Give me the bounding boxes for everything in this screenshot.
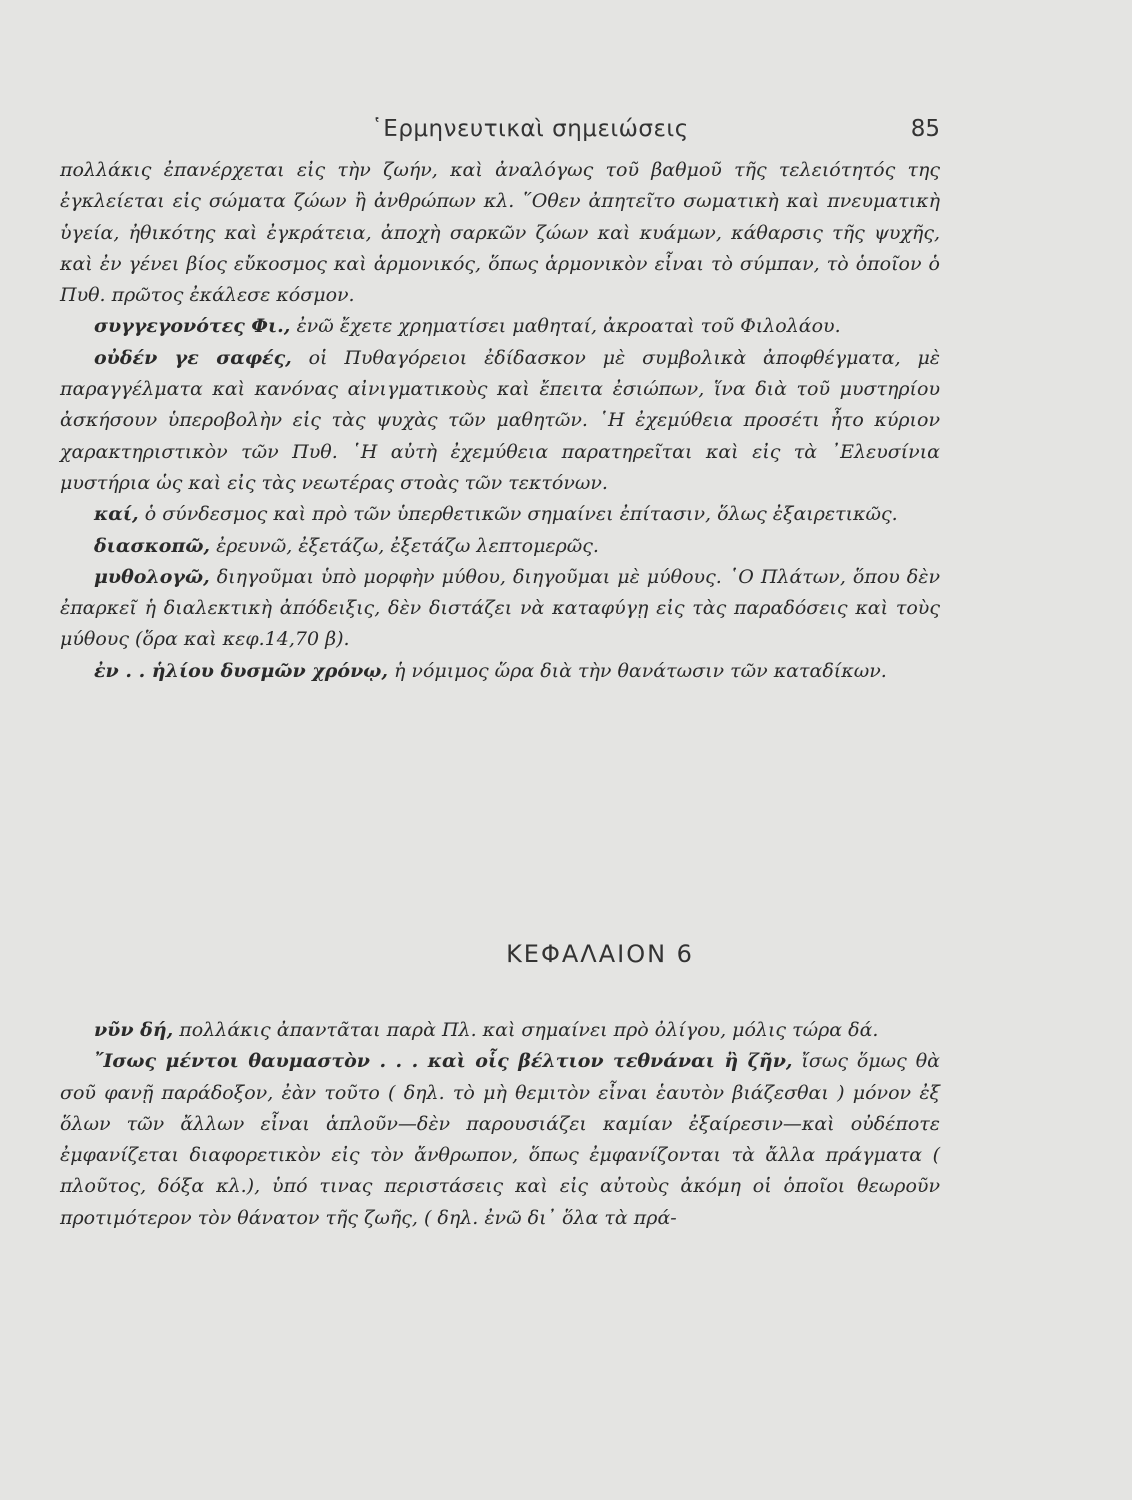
- note-paragraph: [60, 343, 940, 499]
- note-text: ἴσως ὅμως θὰ σοῦ φανῇ παράδοξον, ἐὰν τοῦτο ( δηλ. τὸ μὴ θεμιτὸν εἶναι ἑαυτὸν βιάζεσθαι ) μόνον ἐξ ὅλων τῶν ἄλλων εἶναι ἁπλοῦν—δὲν παρουσιάζει καμίαν ἐξαίρεσιν—καὶ οὐδέποτε ἐμφανίζεται διαφορετικὸν εἰς τὸν ἄνθρωπον, ὅπως ἐμφανίζονται τὰ ἄλλα πράγματα ( πλοῦτος, δόξα κλ.), ὑπό τινας περιστάσεις καὶ εἰς αὐτοὺς ἀκόμη οἱ ὁποῖοι θεωροῦν προτιμότερον τὸν θάνατον τῆς ζωῆς, ( δηλ. ἐνῶ δι᾿ ὅλα τὰ πρά-: [60, 1050, 940, 1229]
- note-paragraph: [60, 531, 940, 562]
- running-header-title: ῾Ερμηνευτικαὶ σημειώσεις: [371, 116, 689, 142]
- note-term: ῎Ισως μέντοι θαυμαστὸν . . . καὶ οἷς βέλτιον τεθνάναι ἢ ζῆν,: [94, 1050, 793, 1073]
- note-term: οὐδέν γε σαφές,: [94, 346, 292, 369]
- note-paragraph: [60, 562, 940, 656]
- notes-section-top: [60, 155, 940, 687]
- note-term: καί,: [94, 503, 139, 526]
- note-text: ἐρευνῶ, ἐξετάζω, ἐξετάζω λεπτομερῶς.: [210, 534, 599, 557]
- note-paragraph: [60, 1046, 940, 1234]
- note-paragraph: [60, 656, 940, 687]
- note-term: διασκοπῶ,: [94, 534, 211, 557]
- note-term: συγγεγονότες Φι.,: [94, 315, 291, 338]
- notes-section-bottom: [60, 1015, 940, 1234]
- note-paragraph: [60, 155, 940, 311]
- note-paragraph: [60, 1015, 940, 1046]
- note-text: ἐνῶ ἔχετε χρηματίσει μαθηταί, ἀκροαταὶ τοῦ Φιλολάου.: [290, 315, 841, 338]
- note-text: πολλάκις ἀπαντᾶται παρὰ Πλ. καὶ σημαίνει πρὸ ὀλίγου, μόλις τώρα δά.: [173, 1019, 879, 1041]
- page-number: 85: [910, 116, 940, 142]
- note-text: διηγοῦμαι ὑπὸ μορφὴν μύθου, διηγοῦμαι μὲ μύθους. ῾Ο Πλάτων, ὅπου δὲν ἐπαρκεῖ ἡ διαλεκτικὴ ἀπόδειξις, δὲν διστάζει νὰ καταφύγῃ εἰς τὰς παραδόσεις καὶ τοὺς μύθους (ὅρα καὶ κεφ.14,70 β).: [60, 565, 940, 651]
- note-term: μυθολογῶ,: [94, 565, 210, 588]
- note-text: ὁ σύνδεσμος καὶ πρὸ τῶν ὑπερθετικῶν σημαίνει ἐπίτασιν, ὅλως ἐξαιρετικῶς.: [138, 503, 898, 526]
- note-text: πολλάκις ἐπανέρχεται εἰς τὴν ζωήν, καὶ ἀναλόγως τοῦ βαθμοῦ τῆς τελειότητός της ἐγκλείεται εἰς σώματα ζώων ἢ ἀνθρώπων κλ. ῞Οθεν ἀπητεῖτο σωματικὴ καὶ πνευματικὴ ὑγεία, ἠθικότης καὶ ἐγκράτεια, ἀποχὴ σαρκῶν ζώων καὶ κυάμων, κάθαρσις τῆς ψυχῆς, καὶ ἐν γένει βίος εὔκοσμος καὶ ἁρμονικός, ὅπως ἁρμονικὸν εἶναι τὸ σύμπαν, τὸ ὁποῖον ὁ Πυθ. πρῶτος ἐκάλεσε κόσμον.: [60, 159, 940, 307]
- note-text: οἱ Πυθαγόρειοι ἐδίδασκον μὲ συμβολικὰ ἀποφθέγματα, μὲ παραγγέλματα καὶ κανόνας αἰνιγματικοὺς καὶ ἔπειτα ἐσιώπων, ἵνα διὰ τοῦ μυστηρίου ἀσκήσουν ὑπεροβολὴν εἰς τὰς ψυχὰς τῶν μαθητῶν. ῾Η ἐχεμύθεια προσέτι ἦτο κύριον χαρακτηριστικὸν τῶν Πυθ. ῾Η αὐτὴ ἐχεμύθεια παρατηρεῖται καὶ εἰς τὰ ᾿Ελευσίνια μυστήρια ὡς καὶ εἰς τὰς νεωτέρας στοὰς τῶν τεκτόνων.: [60, 346, 941, 494]
- chapter-heading: ΚΕΦΑΛΑΙΟΝ 6: [506, 940, 694, 968]
- note-paragraph: [60, 499, 940, 530]
- note-paragraph: [60, 311, 940, 342]
- note-term: νῦν δή,: [94, 1019, 174, 1041]
- note-term: ἐν . . ἡλίου δυσμῶν χρόνῳ,: [94, 659, 388, 682]
- note-text: ἡ νόμιμος ὥρα διὰ τὴν θανάτωσιν τῶν καταδίκων.: [387, 659, 887, 682]
